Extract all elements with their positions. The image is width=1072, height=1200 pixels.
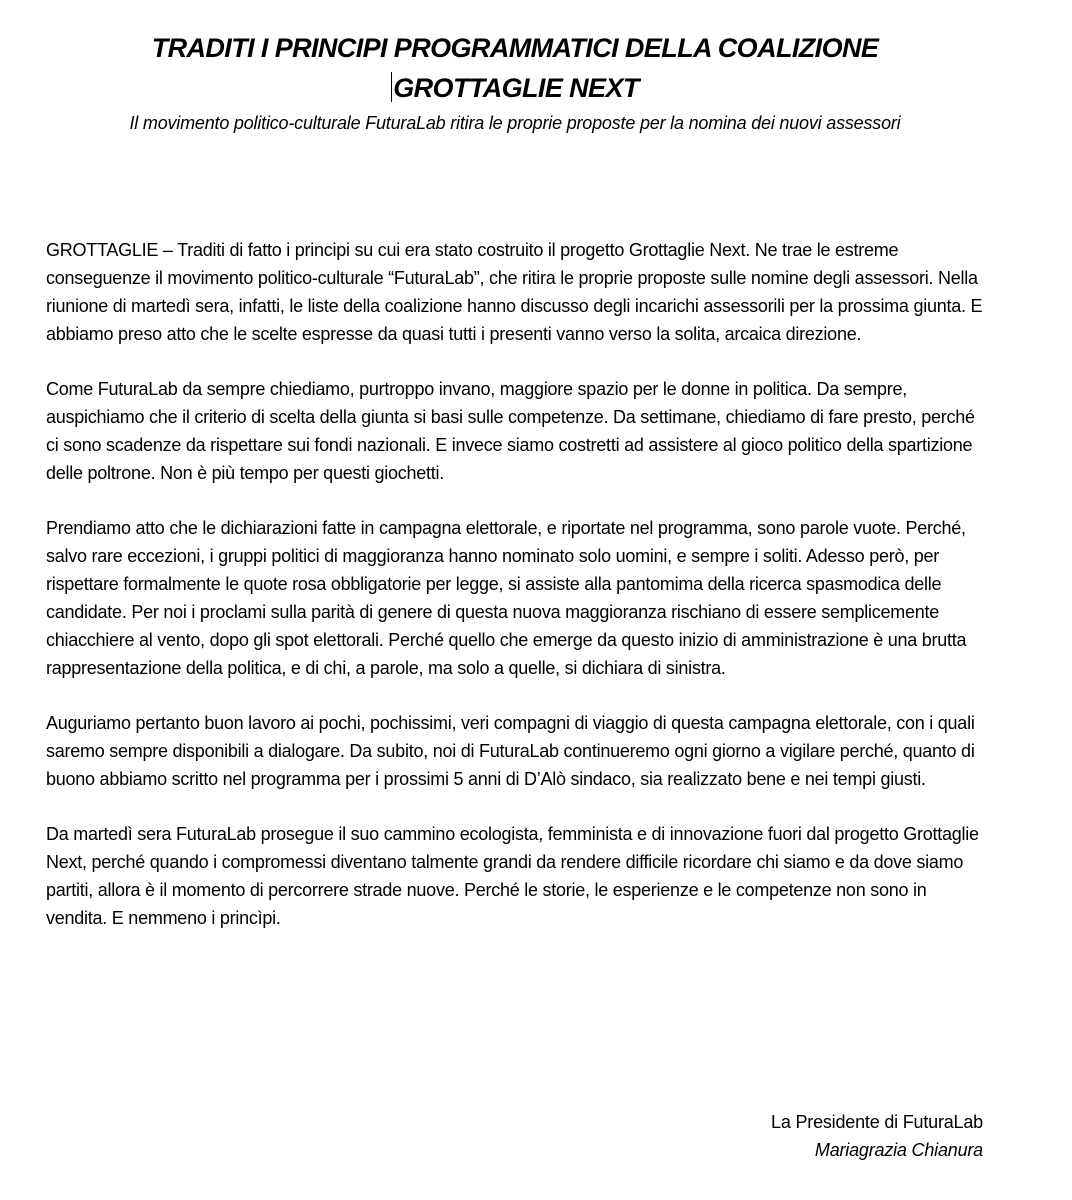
document-body [46, 236, 991, 959]
paragraph-3: Prendiamo atto che le dichiarazioni fatte in campagna elettorale, e riportate nel programma, sono parole vuote. Perché, salvo rare eccezioni, i gruppi politici di maggioranza hanno nominato solo uomini, e sempre i soliti. Adesso però, per rispettare formalmente le quote rosa obbligatorie per legge, si assiste alla pantomima della ricerca spasmodica delle candidate. Per noi i proclami sulla parità di genere di questa nuova maggioranza rischiano di essere semplicemente chiacchiere al vento, dopo gli spot elettorali. Perché quello che emerge da questo inizio di amministrazione è una brutta rappresentazione della politica, e di chi, a parole, ma solo a quelle, si dichiara di sinistra. [46, 518, 967, 678]
signature-role: La Presidente di FuturaLab [771, 1112, 983, 1132]
document-title-line-2: GROTTAGLIE NEXT [393, 73, 639, 103]
paragraph-1: GROTTAGLIE – Traditi di fatto i principi su cui era stato costruito il progetto Grottaglie Next. Ne trae le estreme conseguenze il movimento politico-culturale “FuturaLab”, che ritira le proprie proposte sulle nomine degli assessori. Nella riunione di martedì sera, infatti, le liste della coalizione hanno discusso degli incarichi assessorili per la prossima giunta. E abbiamo preso atto che le scelte espresse da quasi tutti i presenti vanno verso la solita, arcaica direzione. [46, 240, 983, 344]
paragraph-5: Da martedì sera FuturaLab prosegue il suo cammino ecologista, femminista e di innovazione fuori dal progetto Grottaglie Next, perché quando i compromessi diventano talmente grandi da rendere difficile ricordare chi siamo e da dove siamo partiti, allora è il momento di percorrere strade nuove. Perché le storie, le esperienze e le competenze non sono in vendita. E nemmeno i princìpi. [46, 824, 979, 928]
signature-block [771, 1108, 983, 1164]
document-title-line-2-wrapper [0, 71, 1030, 105]
paragraph-2: Come FuturaLab da sempre chiediamo, purtroppo invano, maggiore spazio per le donne in politica. Da sempre, auspichiamo che il criterio di scelta della giunta si basi sulle competenze. Da settimane, chiediamo di fare presto, perché ci sono scadenze da rispettare sui fondi nazionali. E invece siamo costretti ad assistere al gioco politico della spartizione delle poltrone. Non è più tempo per questi giochetti. [46, 379, 975, 483]
document-subtitle: Il movimento politico-culturale FuturaLab ritira le proprie proposte per la nomina dei nuovi assessori [129, 113, 901, 133]
signature-name: Mariagrazia Chianura [814, 1140, 983, 1160]
paragraph-4: Auguriamo pertanto buon lavoro ai pochi, pochissimi, veri compagni di viaggio di questa campagna elettorale, con i quali saremo sempre disponibili a dialogare. Da subito, noi di FuturaLab continueremo ogni giorno a vigilare perché, quanto di buono abbiamo scritto nel programma per i prossimi 5 anni di D’Alò sindaco, sia realizzato bene e nei tempi giusti. [46, 713, 975, 789]
document-title-line-1: TRADITI I PRINCIPI PROGRAMMATICI DELLA COALIZIONE [151, 33, 879, 63]
